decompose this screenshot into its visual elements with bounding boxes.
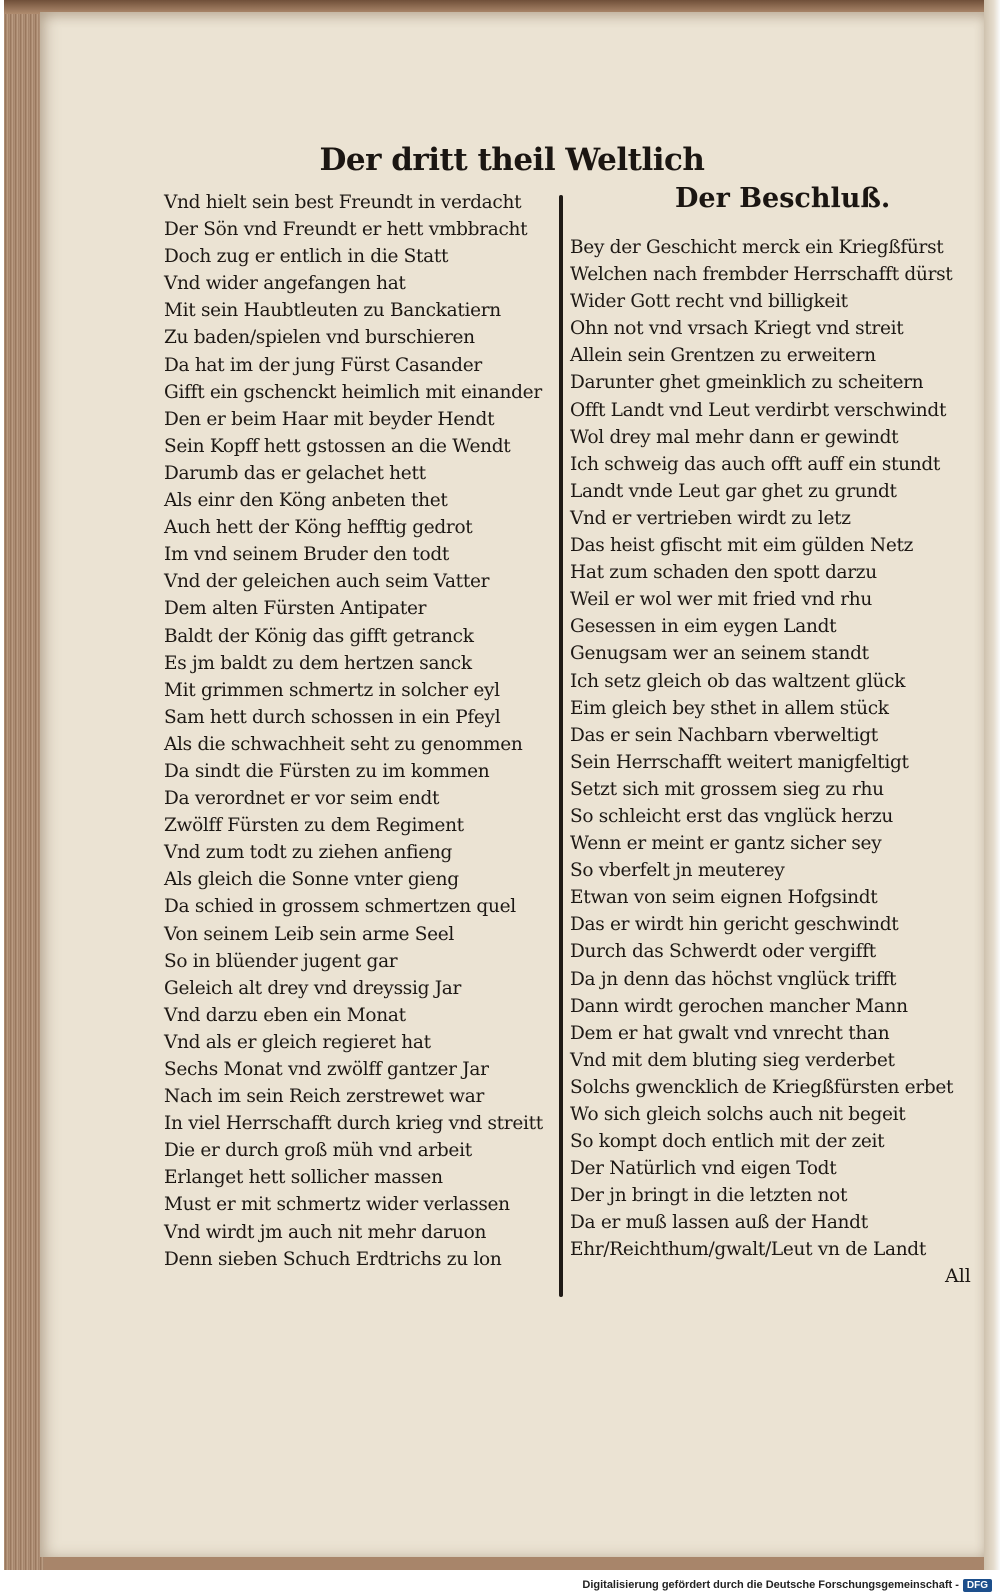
- verse-line: Baldt der König das gifft getranck: [164, 625, 474, 647]
- verse-line: So in blüender jugent gar: [164, 950, 398, 972]
- verse-line: Der jn bringt in die letzten not: [570, 1185, 848, 1207]
- verse-line: Da er muß lassen auß der Handt: [570, 1212, 868, 1234]
- verse-line: Doch zug er entlich in die Statt: [164, 246, 449, 268]
- section-heading: Der Beschluß.: [675, 183, 891, 214]
- catchword: All: [945, 1265, 971, 1287]
- verse-line: Sam hett durch schossen in ein Pfeyl: [164, 706, 501, 728]
- verse-line: Vnd mit dem bluting sieg verderbet: [570, 1049, 895, 1071]
- verse-line: Darumb das er gelachet hett: [164, 462, 426, 484]
- verse-line: Nach im sein Reich zerstrewet war: [164, 1086, 484, 1108]
- verse-line: Vnd zum todt zu ziehen anfieng: [164, 842, 453, 864]
- verse-line: Dann wirdt gerochen mancher Mann: [570, 995, 908, 1017]
- verse-line: Eim gleich bey sthet in allem stück: [570, 697, 889, 719]
- verse-line: Ich schweig das auch offt auff ein stundt: [570, 453, 941, 475]
- verse-line: Da schied in grossem schmertzen quel: [164, 896, 516, 918]
- verse-line: Setzt sich mit grossem sieg zu rhu: [570, 778, 884, 800]
- verse-line: Als einr den Köng anbeten thet: [164, 490, 448, 512]
- verse-line: Das er wirdt hin gericht geschwindt: [570, 914, 899, 936]
- verse-line: Solchs gwencklich de Kriegßfürsten erbet: [570, 1076, 954, 1098]
- verse-line: Es jm baldt zu dem hertzen sanck: [164, 652, 472, 674]
- dfg-logo: DFG: [963, 1579, 992, 1592]
- verse-line: Als gleich die Sonne vnter gieng: [164, 869, 459, 891]
- verse-line: Gifft ein gschenckt heimlich mit einander: [164, 381, 542, 403]
- verse-line: Vnd wirdt jm auch nit mehr daruon: [164, 1221, 487, 1243]
- verse-line: Weil er wol wer mit fried vnd rhu: [570, 589, 873, 611]
- verse-line: Vnd der geleichen auch seim Vatter: [164, 571, 490, 593]
- verse-line: Vnd hielt sein best Freundt in verdacht: [164, 192, 522, 213]
- book-page: [40, 12, 984, 1557]
- left-column: [164, 189, 564, 1273]
- verse-line: Das heist gfischt mit eim gülden Netz: [570, 535, 914, 557]
- verse-line: Genugsam wer an seinem standt: [570, 643, 869, 665]
- verse-line: Denn sieben Schuch Erdtrichs zu lon: [164, 1248, 502, 1270]
- verse-line: Dem alten Fürsten Antipater: [164, 598, 427, 620]
- verse-line: Wo sich gleich solchs auch nit begeit: [570, 1104, 906, 1125]
- verse-line: So schleicht erst das vnglück herzu: [570, 805, 894, 827]
- verse-line: Hat zum schaden den spott darzu: [570, 562, 877, 584]
- verse-line: Da verordnet er vor seim endt: [164, 788, 440, 810]
- verse-line: Als die schwachheit seht zu genommen: [164, 733, 523, 755]
- verse-line: Welchen nach frembder Herrschafft dürst: [570, 264, 953, 286]
- verse-line: Vnd darzu eben ein Monat: [164, 1004, 406, 1026]
- verse-line: Die er durch groß müh vnd arbeit: [164, 1140, 472, 1162]
- verse-line: Der Natürlich vnd eigen Todt: [570, 1158, 837, 1180]
- verse-line: Bey der Geschicht merck ein Kriegßfürst: [570, 237, 944, 258]
- verse-line: Vnd als er gleich regieret hat: [164, 1031, 431, 1053]
- verse-line: Vnd wider angefangen hat: [164, 273, 406, 295]
- verse-line: Ich setz gleich ob das waltzent glück: [570, 670, 906, 692]
- verse-line: Sein Kopff hett gstossen an die Wendt: [164, 435, 511, 457]
- verse-line: Erlanget hett sollicher massen: [164, 1167, 443, 1189]
- verse-line: Im vnd seinem Bruder den todt: [164, 544, 450, 566]
- verse-line: Etwan von seim eignen Hofgsindt: [570, 887, 878, 909]
- verse-line: Da hat im der jung Fürst Casander: [164, 354, 482, 376]
- digitization-footer: [0, 1575, 992, 1595]
- verse-line: Auch hett der Köng hefftig gedrot: [164, 517, 473, 539]
- verse-line: Wol drey mal mehr dann er gewindt: [570, 426, 899, 448]
- verse-line: Offt Landt vnd Leut verdirbt verschwindt: [570, 399, 947, 421]
- verse-line: Da jn denn das höchst vnglück trifft: [570, 968, 897, 990]
- verse-line: Durch das Schwerdt oder vergifft: [570, 941, 876, 963]
- column-rule: [559, 195, 563, 1297]
- verse-line: Ehr/Reichthum/gwalt/Leut vn de Landt: [570, 1239, 926, 1261]
- page-right-edge: [984, 0, 1000, 1570]
- verse-line: Den er beim Haar mit beyder Hendt: [164, 408, 495, 430]
- verse-line: Landt vnde Leut gar ghet zu grundt: [570, 480, 897, 502]
- verse-line: Wider Gott recht vnd billigkeit: [570, 291, 848, 313]
- right-column-lines: [570, 234, 990, 1264]
- verse-line: Gesessen in eim eygen Landt: [570, 616, 837, 638]
- verse-line: So kompt doch entlich mit der zeit: [570, 1131, 885, 1153]
- verse-line: Sechs Monat vnd zwölff gantzer Jar: [164, 1059, 489, 1080]
- verse-line: Zu baden/spielen vnd burschieren: [164, 327, 475, 349]
- verse-line: Must er mit schmertz wider verlassen: [164, 1194, 510, 1216]
- verse-line: Sein Herrschafft weitert manigfeltigt: [570, 751, 909, 773]
- right-column: [570, 184, 990, 1264]
- verse-line: So vberfelt jn meuterey: [570, 860, 785, 882]
- verse-line: In viel Herrschafft durch krieg vnd streitt: [164, 1113, 543, 1135]
- verse-line: Allein sein Grentzen zu erweitern: [570, 345, 876, 367]
- verse-line: Ohn not vnd vrsach Kriegt vnd streit: [570, 318, 904, 340]
- verse-line: Wenn er meint er gantz sicher sey: [570, 833, 882, 855]
- verse-line: Geleich alt drey vnd dreyssig Jar: [164, 977, 462, 999]
- running-head: Der dritt theil Weltlich: [319, 142, 705, 178]
- verse-line: Darunter ghet gmeinklich zu scheitern: [570, 372, 924, 394]
- verse-line: Mit grimmen schmertz in solcher eyl: [164, 679, 500, 701]
- verse-line: Da sindt die Fürsten zu im kommen: [164, 760, 490, 782]
- verse-line: Von seinem Leib sein arme Seel: [164, 923, 454, 945]
- page-edges: [4, 0, 44, 1570]
- verse-line: Der Sön vnd Freundt er hett vmbbracht: [164, 219, 528, 241]
- footer-text: Digitalisierung gefördert durch die Deutsche Forschungsgemeinschaft -: [582, 1579, 959, 1591]
- verse-line: Mit sein Haubtleuten zu Banckatiern: [164, 300, 501, 322]
- verse-line: Dem er hat gwalt vnd vnrecht than: [570, 1022, 890, 1044]
- verse-line: Das er sein Nachbarn vberweltigt: [570, 724, 878, 746]
- verse-line: Zwölff Fürsten zu dem Regiment: [164, 815, 464, 837]
- verse-line: Vnd er vertrieben wirdt zu letz: [570, 507, 851, 529]
